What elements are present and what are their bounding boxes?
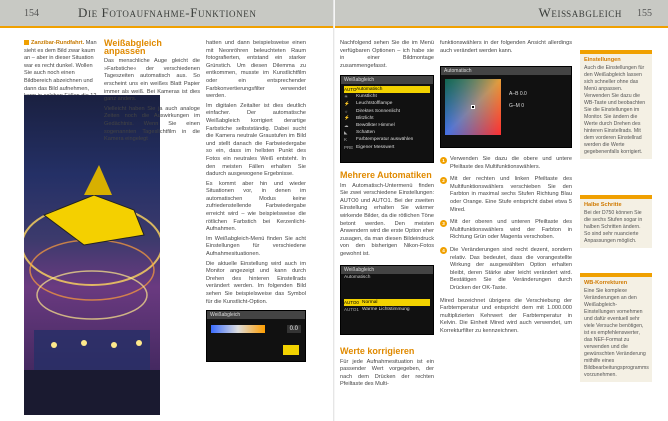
column-c-lower: [340, 172, 434, 261]
grid-cursor: [471, 105, 475, 109]
wb-monitor-screen: [206, 310, 306, 362]
screen-title: Weißabgleich: [207, 311, 305, 319]
wb-option-label: Eigener Messwert: [356, 144, 395, 150]
paragraph: Im Weißabgleich-Menü finden Sie acht Einstellungen für verschiedene Aufnahmesituationen.: [206, 235, 306, 258]
column-b: [206, 40, 306, 308]
paragraph: Im Automatisch-Untermenü finden Sie zwei verschiedene Einstellungen: AUTO0 und AUTO1. Bei der zweiten Einstellung erhalten Sie wärmer wirkende Bilder, da die rötlichen Töne betont werden. Den meisten Anwendern wird die erste Option eher zusagen, da man diesen Bildeindruck von den bisherigen Nikon-Fotos gewohnt ist.: [340, 182, 434, 257]
step-text: Verwenden Sie dazu die obere und untere Pfeiltaste des Multifunktionswählers.: [450, 156, 572, 170]
wb-option-label: Direktes Sonnenlicht: [356, 108, 400, 114]
wb-option-label: Leuchtstofflampe: [356, 101, 393, 107]
step-text: Mit der rechten und linken Pfeiltaste des Multifunktionswählers verschieben Sie den Farbton in maximal sechs Stufen Richtung Blau oder Orange. Eine Stufe entspricht dabei etwa 5 Mired.: [450, 176, 572, 213]
wb-option[interactable]: [344, 122, 430, 129]
sidebar-title: Einstellungen: [584, 57, 621, 63]
wb-option-label: Bewölkter Himmel: [356, 123, 395, 129]
paragraph: Für jede Aufnahmesituation ist ein passender Wert vorgegeben, der nach dem Drücken der rechten Pfeiltaste des Multi-: [340, 358, 434, 388]
wb-option-label: Farbtemperatur auswählen: [356, 137, 414, 143]
sidebar-text: Bei der D750 können Sie die sechs Stufen sogar in halben Schritten ändern. So sind sehr nuancierte Anpassungen möglich.: [584, 210, 643, 244]
step-text: Mit der oberen und unteren Pfeiltaste des Multifunktionswählers wird der Farbton in Richtung Grün oder Magenta verschoben.: [450, 219, 572, 241]
wb-option[interactable]: [344, 93, 430, 100]
paragraph: Das menschliche Auge gleicht die »Farbstiche« der verschiedenen Tageszeiten automatisch aus. So erscheint uns ein weißes Blatt Papier immer als weiß. Bei Kameras ist dies ganz anders.: [104, 58, 200, 103]
left-chapter-title: Die Fotoaufnahme-Funktionen: [78, 5, 257, 20]
column-c-bottom: [340, 348, 434, 391]
sidebar-title: Halbe Schritte: [584, 202, 622, 208]
wb-scale: [211, 325, 265, 333]
right-chapter-title: Weißabgleich: [538, 5, 622, 20]
wb-option[interactable]: [344, 129, 430, 136]
wb-option[interactable]: [344, 136, 430, 143]
wb-option-icon: AUTO: [344, 87, 357, 93]
steps-list: 1 Verwenden Sie dazu die obere und untere Pfeiltaste des Multifunktionswählers. 2 Mit der rechten und linken Pfeiltaste des Multifunktionswählers verschieben Sie den Farbton in maximal sechs Stufen Richtung Blau oder Orange. Eine Stufe entspricht dabei etwa 5 Mired. 3 Mit der oberen und unteren Pfeiltaste des Multifunktionswählers wird der Farbton in Richtung Grün oder Magenta verschoben. 4 Die Veränderungen sind recht dezent, sondern relativ. Das bedeutet, dass die vorangestellte Wirkung der ausgewählten Option erhalten bleibt, deren Stärke aber leicht verändert wird. Bestätigen Sie die Veränderungen durch Drücken der OK-Taste. Mired bezeichnet übrigens die Verschiebung der Farbtemperatur und entspricht dem mit 1.000.000 multiplizierten Kehrwert der Farbtemperatur in Kelvin. Die Einheit Mired wird auch verwendet, um Korrekturfilter zu kennzeichnen.: [440, 156, 572, 334]
wb-option-label: Kunstlicht: [356, 94, 377, 100]
wb-menu-screen: [340, 75, 434, 163]
column-a: [104, 40, 200, 146]
auto-wb-menu-screen: [340, 265, 434, 335]
lightbulb-icon: [283, 345, 299, 355]
color-grid[interactable]: [445, 79, 501, 135]
caption-label: Zanzibar-Rundfahrt.: [31, 40, 85, 46]
column-c: [340, 40, 434, 72]
sidebar-box: [580, 50, 652, 159]
section-heading: Mehrere Automatiken: [340, 170, 432, 180]
wb-options-list: [341, 84, 433, 153]
sidebar-text: Auch die Einstellungen für den Weißabgleich lassen sich schneller ohne das Menü anpassen. Verwenden Sie dazu die WB-Taste und beobachten Sie die Einstellungen im Monitor. Sie ändern die Werte durch Drehen des hinteren Einstellrads. Mit dem vorderen Einstellrad werden die Werte gegebenenfalls korrigiert.: [584, 65, 646, 155]
wb-option[interactable]: [344, 306, 430, 313]
sidebar-box: [580, 273, 652, 382]
wb-option[interactable]: [344, 144, 430, 151]
paragraph: Mired bezeichnet übrigens die Verschiebung der Farbtemperatur und entspricht dem mit 1.000.000 multiplizierten Kehrwert der Farbtemperatur in Kelvin. Die Einheit Mired wird auch verwendet, um Korrekturfilter zu kennzeichnen.: [440, 297, 572, 334]
wb-option-icon: ☁: [344, 122, 349, 128]
column-d: [440, 40, 572, 57]
wb-option-icon: PRE: [344, 144, 354, 150]
sidebar-title: WB-Korrekturen: [584, 280, 628, 286]
wb-option[interactable]: [344, 100, 430, 107]
wb-option-icon: ☼: [344, 108, 349, 114]
section-heading: Weißabgleich anpassen: [104, 38, 162, 56]
paragraph: hatten und dann beispielsweise einen mit Neonröhren beleuchteten Raum fotografierten, entstand ein starker Grünstich. Um diesen Dilemma zu entkommen, musste im Kunstlichtfilm oder ein entsprechender Farbkonvertierungsfilter verwendet werden.: [206, 40, 306, 100]
wb-option-icon: ⚡: [344, 100, 350, 106]
left-page-number: 154: [24, 7, 39, 19]
wb-fine-tune-screen: [440, 66, 572, 148]
wb-option-icon: K: [344, 137, 348, 143]
step-text: Die Veränderungen sind recht dezent, sondern relativ. Das bedeutet, dass die vorangestellte Wirkung der ausgewählten Option erhalten bleibt, deren Stärke aber leicht verändert wird. Bestätigen Sie die Veränderungen durch Drücken der OK-Taste.: [450, 246, 572, 291]
wb-option[interactable]: [344, 108, 430, 115]
screen-title: Weißabgleich: [341, 76, 433, 84]
wb-value: 0.0: [287, 325, 301, 333]
wb-option-label: Schatten: [356, 130, 375, 136]
screen-title: Weißabgleich: [341, 266, 433, 274]
screen-title: Automatisch: [441, 67, 571, 75]
sidebar-box: [580, 195, 652, 248]
page-gutter: [333, 0, 335, 421]
sidebar-text: Eine Sie komplexe Veränderungen an den Weißabgleich-Einstellungen vornehmen und dafür eventuell sehr viele Versuche benötigen, ist es empfehlenswerter, das NEF-Format zu verwenden und die gewünschten Veränderung mithilfe eines Bildbearbeitungsprogramms vorzunehmen.: [584, 288, 649, 378]
wb-option-label: Normal: [362, 300, 378, 306]
paragraph: funktionswählers in der folgenden Ansicht allerdings auch verändert werden kann.: [440, 40, 572, 54]
paragraph: Die aktuelle Einstellung wird auch im Monitor angezeigt und kann durch Drehen des hinteren Einstellrads verändert werden. Im folgenden Bild sehen Sie beispielsweise das Symbol für die Kunstlicht-Option.: [206, 260, 306, 305]
wb-gm-value: G–M 0: [509, 103, 525, 109]
left-page-header: [0, 0, 334, 26]
paragraph: Nachfolgend sehen Sie die im Menü verfügbaren Optionen – ich habe sie in einer Bildmontage zusammengefasst.: [340, 40, 434, 69]
wb-option[interactable]: [344, 86, 430, 93]
right-page-header: [334, 0, 668, 26]
wb-option-label: Warme Lichtstimmung: [362, 307, 410, 313]
section-heading: Werte korrigieren: [340, 346, 415, 356]
wb-option[interactable]: [344, 115, 430, 122]
screen-subtitle: Automatisch: [344, 275, 371, 280]
wb-option-icon: AUTO0: [344, 300, 359, 306]
caption-body: Man sieht es dem Bild zwar kaum an – aber in dieser Situation war es recht dunkel. Wollen Sie auch noch einen Bildbereich abzeichnen und dann das Bild aufnehmen,: [24, 40, 97, 92]
wb-option-icon: AUTO1: [344, 307, 359, 313]
paragraph: Im digitalen Zeitalter ist dies deutlich einfacher. Der automatische Weißabgleich korrigiert derartige Farbstiche selbstständig. Dabei sucht die Kamera neutrale Graustufen im Bild und stellt danach die Farbwiedergabe so ein, dass im hellsten Punkt des Fotos ein neutrales Weiß entsteht. In den meisten Fällen erhalten Sie dadurch ausgewogene Ergebnisse.: [206, 102, 306, 178]
wb-option-label: Blitzlicht: [356, 115, 374, 121]
paragraph: Es kommt aber hin und wieder Situationen vor, in denen im automatischen Modus keine zufriedenstellende Farbwiedergabe erreicht wird – wie beispielsweise die rötlichen Farbstich bei Kerzenlicht-Aufnahmen.: [206, 180, 306, 233]
caption-marker-icon: [24, 40, 29, 45]
wb-option[interactable]: [344, 299, 430, 306]
wb-option-label: Automatisch: [356, 87, 383, 93]
wb-option-icon: ☀: [344, 93, 349, 99]
paragraph: Vielleicht haben Sie ja auch analoge Zeiten noch die Auswirkungen im Gedächtnis. Wenn Sie einen sogenannten Tageslichtfilm in die Kamera eingelegt: [104, 105, 200, 143]
right-page-number: 155: [637, 7, 652, 19]
wb-option-icon: ⚡: [344, 115, 350, 121]
wb-option-icon: ◣: [344, 129, 348, 135]
wb-ab-value: A–B 0.0: [509, 91, 527, 97]
